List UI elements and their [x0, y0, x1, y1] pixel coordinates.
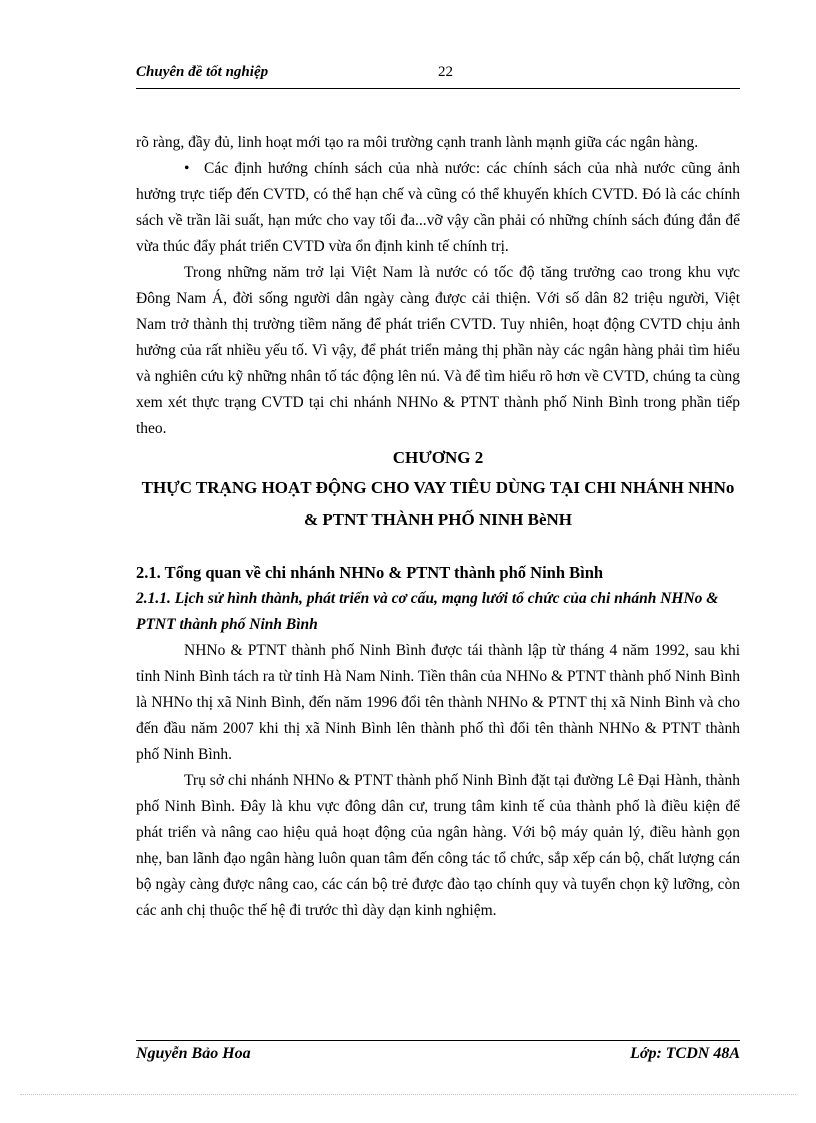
page-content [136, 130, 740, 924]
footer-class: Lớp: TCDN 48A [630, 1045, 740, 1062]
page-header [136, 64, 740, 89]
paragraph-3: Trong những năm trở lại Việt Nam là nước có tốc độ tăng trưởng cao trong khu vực Đông Nam Á, đời sống người dân ngày càng được cải thiện. Với số dân 82 triệu người, Việt Nam trở thành thị trường tiềm năng để phát triển CVTD. Tuy nhiên, hoạt động CVTD chịu ảnh hưởng của rất nhiều yếu tố. Vì vậy, để phát triển mảng thị phần này các ngân hàng phải tìm hiểu và nghiên cứu kỹ những nhân tố tác động lên nú. Và để tìm hiểu rõ hơn về CVTD, chúng ta cùng xem xét thực trạng CVTD tại chi nhánh NHNo & PTNT thành phố Ninh Bình trong phần tiếp theo. [136, 264, 740, 437]
section-heading-2-1: 2.1. Tổng quan về chi nhánh NHNo & PTNT thành phố Ninh Bình [136, 563, 604, 582]
paragraph-1: rõ ràng, đầy đủ, linh hoạt mới tạo ra môi trường cạnh tranh lành mạnh giữa các ngân hàng. [136, 134, 699, 151]
paragraph-4: NHNo & PTNT thành phố Ninh Bình được tái thành lập từ tháng 4 năm 1992, sau khi tỉnh Ninh Bình tách ra từ tỉnh Hà Nam Ninh. Tiền thân của NHNo & PTNT thành phố Ninh Bình là NHNo thị xã Ninh Bình, đến năm 1996 đổi tên thành NHNo & PTNT thị xã Ninh Bình và cho đến đầu năm 2007 khi thị xã Ninh Bình lên thành phố thì đổi tên thành NHNo & PTNT thành phố Ninh Bình. [136, 642, 740, 763]
page-edge-divider [20, 1094, 796, 1095]
bullet-icon: • [184, 160, 190, 177]
footer-author: Nguyễn Bảo Hoa [136, 1045, 251, 1062]
bullet-text: Các định hướng chính sách của nhà nước: các chính sách của nhà nước cũng ảnh hưởng trực tiếp đến CVTD, có thể hạn chế và cũng có thể khuyến khích CVTD. Đó là các chính sách về trần lãi suất, hạn mức cho vay tối đa...vỡ vậy cần phải có những chính sách đúng đắn để vừa thúc đẩy phát triển CVTD vừa ổn định kinh tế chính trị. [136, 160, 740, 255]
page-footer [136, 1040, 740, 1069]
page-number: 22 [438, 64, 453, 80]
subsection-heading-2-1-1: 2.1.1. Lịch sử hình thành, phát triển và cơ cấu, mạng lưới tổ chức của chi nhánh NHNo & PTNT thành phố Ninh Bình [136, 590, 719, 633]
paragraph-5: Trụ sở chi nhánh NHNo & PTNT thành phố Ninh Bình đặt tại đường Lê Đại Hành, thành phố Ninh Bình. Đây là khu vực đông dân cư, trung tâm kinh tế của thành phố là điều kiện để phát triển và nâng cao hiệu quả hoạt động của ngân hàng. Với bộ máy quản lý, điều hành gọn nhẹ, ban lãnh đạo ngân hàng luôn quan tâm đến công tác tổ chức, sắp xếp cán bộ, chất lượng cán bộ ngày càng được nâng cao, các cán bộ trẻ được đào tạo chính quy và tuyển chọn kỹ lưỡng, còn các anh chị thuộc thế hệ đi trước thì dày dạn kinh nghiệm. [136, 772, 740, 919]
bullet-paragraph [136, 156, 740, 260]
document-title: Chuyên đề tốt nghiệp [136, 64, 269, 80]
chapter-heading: CHƯƠNG 2 [392, 448, 484, 467]
chapter-title: THỰC TRẠNG HOẠT ĐỘNG CHO VAY TIÊU DÙNG TẠI CHI NHÁNH NHNo & PTNT THÀNH PHỐ NINH BèNH [141, 478, 735, 529]
